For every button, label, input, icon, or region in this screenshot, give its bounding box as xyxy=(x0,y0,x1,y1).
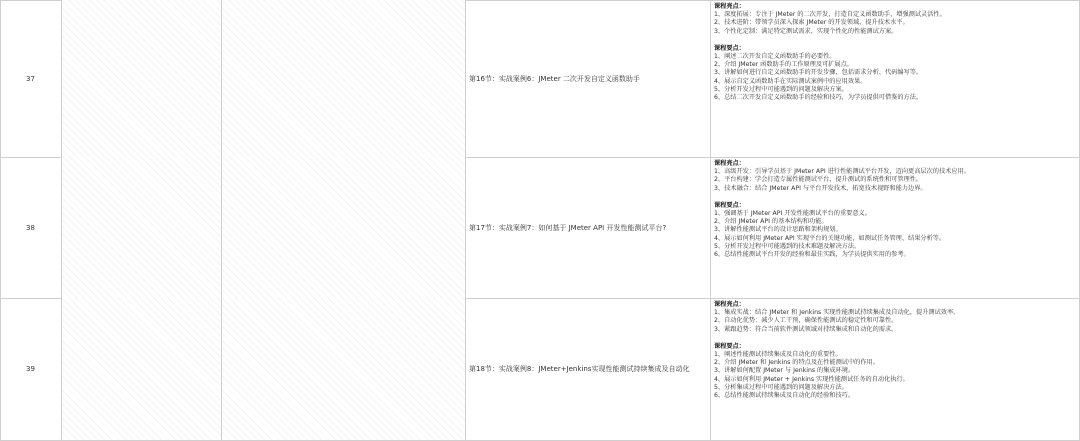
highlight-item: 2、技术进阶：带领学员深入探索 JMeter 的开发领域，提升技术水平。 xyxy=(714,19,909,27)
table-row xyxy=(0,0,1080,158)
chapter-cell xyxy=(222,0,466,157)
point-item: 6、总结性能测试持续集成及自动化的经验和技巧。 xyxy=(714,392,855,400)
highlights-heading: 课程亮点： xyxy=(714,160,745,167)
point-item: 4、展示自定义函数助手在实际测试案例中的应用效果。 xyxy=(714,77,867,85)
chapter-cell xyxy=(222,157,466,298)
highlight-item: 3、个性化定制：满足特定测试需求，实现个性化的性能测试方案。 xyxy=(714,27,898,35)
point-item: 5、分析集成过程中可能遇到的问题及解决方法。 xyxy=(714,383,848,391)
point-item: 4、展示如何利用 JMeter + Jenkins 实现性能测试任务的自动化执行。 xyxy=(714,375,909,383)
points-heading: 课程要点： xyxy=(714,201,745,209)
point-item: 5、分析开发过程中可能遇到的技术难题及解决方法。 xyxy=(714,242,861,250)
module-cell xyxy=(62,298,222,440)
lesson-title: 第16节：实战案例6：JMeter 二次开发自定义函数助手 xyxy=(466,0,711,157)
point-item: 3、讲解如何配置 JMeter 与 Jenkins 的集成环境。 xyxy=(714,367,855,375)
table-row xyxy=(0,157,1080,299)
row-number: 37 xyxy=(0,0,62,157)
lesson-title: 第18节：实战案例8：JMeter+Jenkins实现性能测试持续集成及自动化 xyxy=(466,298,711,440)
lesson-detail xyxy=(711,298,1080,440)
row-number: 39 xyxy=(0,298,62,440)
point-item: 1、强调基于 JMeter API 开发性能测试平台的重要意义。 xyxy=(714,210,871,218)
points-heading: 课程要点： xyxy=(714,44,745,52)
highlight-item: 3、紧跟趋势：符合当前软件测试领域对持续集成和自动化的需求。 xyxy=(714,325,898,333)
point-item: 2、介绍 JMeter API 的基本结构和功能。 xyxy=(714,218,828,226)
point-item: 6、总结二次开发自定义函数助手的经验和技巧，为学员提供可借鉴的方法。 xyxy=(714,94,923,102)
point-item: 2、介绍 JMeter 函数助手的工作原理及可扩展点。 xyxy=(714,61,853,69)
point-item: 2、介绍 JMeter 和 Jenkins 的特点及在性能测试中的作用。 xyxy=(714,359,879,367)
lesson-detail xyxy=(711,157,1080,298)
highlight-item: 1、高级开发：引导学员基于 JMeter API 进行性能测试平台开发，迈向更高层次的技术应用。 xyxy=(714,168,970,176)
points-heading: 课程要点： xyxy=(714,342,745,350)
chapter-cell xyxy=(222,298,466,440)
point-item: 5、分析开发过程中可能遇到的问题及解决方案。 xyxy=(714,85,848,93)
highlights-heading: 课程亮点： xyxy=(714,301,745,308)
row-number: 38 xyxy=(0,157,62,298)
point-item: 4、展示如何利用 JMeter API 实现平台的关键功能，如测试任务管理、结果分析等。 xyxy=(714,234,946,242)
lesson-detail xyxy=(711,0,1080,157)
highlights-heading: 课程亮点： xyxy=(714,3,745,10)
point-item: 3、讲解如何进行自定义函数助手的开发步骤，包括需求分析、代码编写等。 xyxy=(714,69,923,77)
highlight-item: 2、平台构建：学会打造专属性能测试平台，提升测试的系统性和可管理性。 xyxy=(714,176,923,184)
module-cell xyxy=(62,0,222,157)
point-item: 3、讲解性能测试平台的设计思路和架构规划。 xyxy=(714,226,842,234)
highlight-item: 1、集成实战：结合 JMeter 和 Jenkins 实现性能测试持续集成及自动化，提升测试效率。 xyxy=(714,309,960,317)
highlight-item: 2、自动化优势：减少人工干预，确保性能测试的稳定性和可靠性。 xyxy=(714,317,898,325)
point-item: 1、阐述性能测试持续集成及自动化的重要性。 xyxy=(714,351,842,359)
point-item: 6、总结性能测试平台开发的经验和最佳实践，为学员提供实用的参考。 xyxy=(714,251,910,259)
point-item: 1、阐述二次开发自定义函数助手的必要性。 xyxy=(714,53,836,61)
lesson-title: 第17节：实战案例7：如何基于 JMeter API 开发性能测试平台? xyxy=(466,157,711,298)
highlight-item: 1、深度拓展：专注于 JMeter 的二次开发，打造自定义函数助手，增强测试灵活性。 xyxy=(714,11,946,19)
table-row xyxy=(0,298,1080,441)
highlight-item: 3、技术融合：结合 JMeter API 与平台开发技术，拓宽技术视野和能力边界。 xyxy=(714,184,927,192)
module-cell xyxy=(62,157,222,298)
